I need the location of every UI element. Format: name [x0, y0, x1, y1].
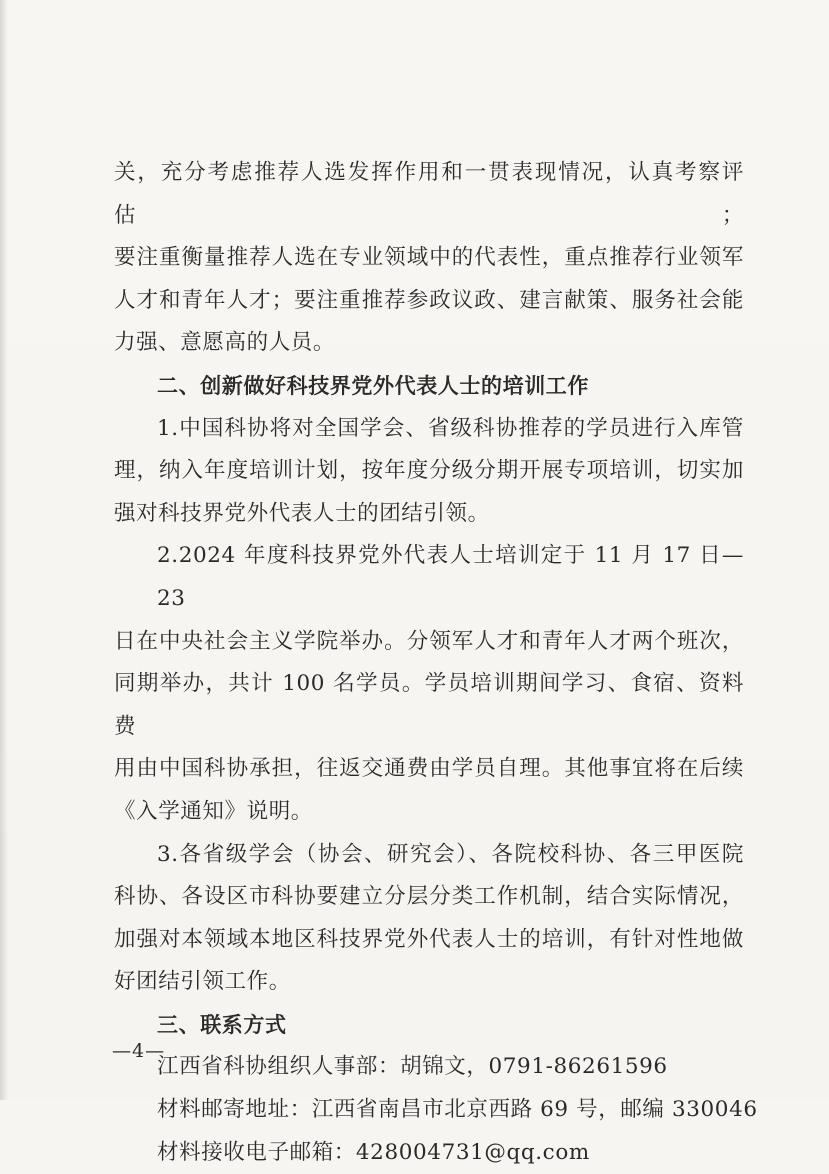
body-line: 强对科技界党外代表人士的团结引领。 [114, 500, 490, 526]
body-line: 《入学通知》说明。 [114, 798, 313, 824]
body-line: 好团结引领工作。 [114, 969, 291, 995]
body-line: 关，充分考虑推荐人选发挥作用和一贯表现情况，认真考察评估； [114, 160, 744, 228]
body-line: 科协、各设区市科协要建立分层分类工作机制，结合实际情况， [114, 884, 744, 910]
section-heading-2: 二、创新做好科技界党外代表人士的培训工作 [157, 373, 589, 398]
body-line: 理，纳入年度培训计划，按年度分级分期开展专项培训，切实加 [114, 458, 744, 484]
item-3-first-line: 3.各省级学会（协会、研究会）、各院校科协、各三甲医院 [157, 841, 744, 867]
body-line: 用由中国科协承担，往返交通费由学员自理。其他事宜将在后续 [114, 756, 744, 782]
body-line: 要注重衡量推荐人选在专业领域中的代表性，重点推荐行业领军 [114, 245, 744, 271]
scan-edge [0, 0, 8, 1100]
document-body [114, 152, 758, 1174]
item-1-first-line: 1.中国科协将对全国学会、省级科协推荐的学员进行入库管 [157, 415, 744, 441]
body-line: 同期举办，共计 100 名学员。学员培训期间学习、食宿、资料费 [114, 671, 744, 739]
mailing-address: 材料邮寄地址：江西省南昌市北京西路 69 号，邮编 330046 [157, 1097, 758, 1123]
body-line: 日在中央社会主义学院举办。分领军人才和青年人才两个班次， [114, 628, 744, 654]
body-line: 加强对本领域本地区科技界党外代表人士的培训，有针对性地做 [114, 926, 744, 952]
section-heading-3: 三、联系方式 [157, 1012, 287, 1037]
contact-person: 江西省科协组织人事部：胡锦文，0791-86261596 [157, 1054, 668, 1080]
contact-email: 材料接收电子邮箱：428004731@qq.com [157, 1139, 590, 1165]
body-line: 力强、意愿高的人员。 [114, 330, 336, 356]
body-line: 人才和青年人才；要注重推荐参政议政、建言献策、服务社会能 [114, 287, 744, 313]
item-2-first-line: 2.2024 年度科技界党外代表人士培训定于 11 月 17 日—23 [157, 543, 744, 611]
page-number: —4— [112, 1040, 166, 1062]
